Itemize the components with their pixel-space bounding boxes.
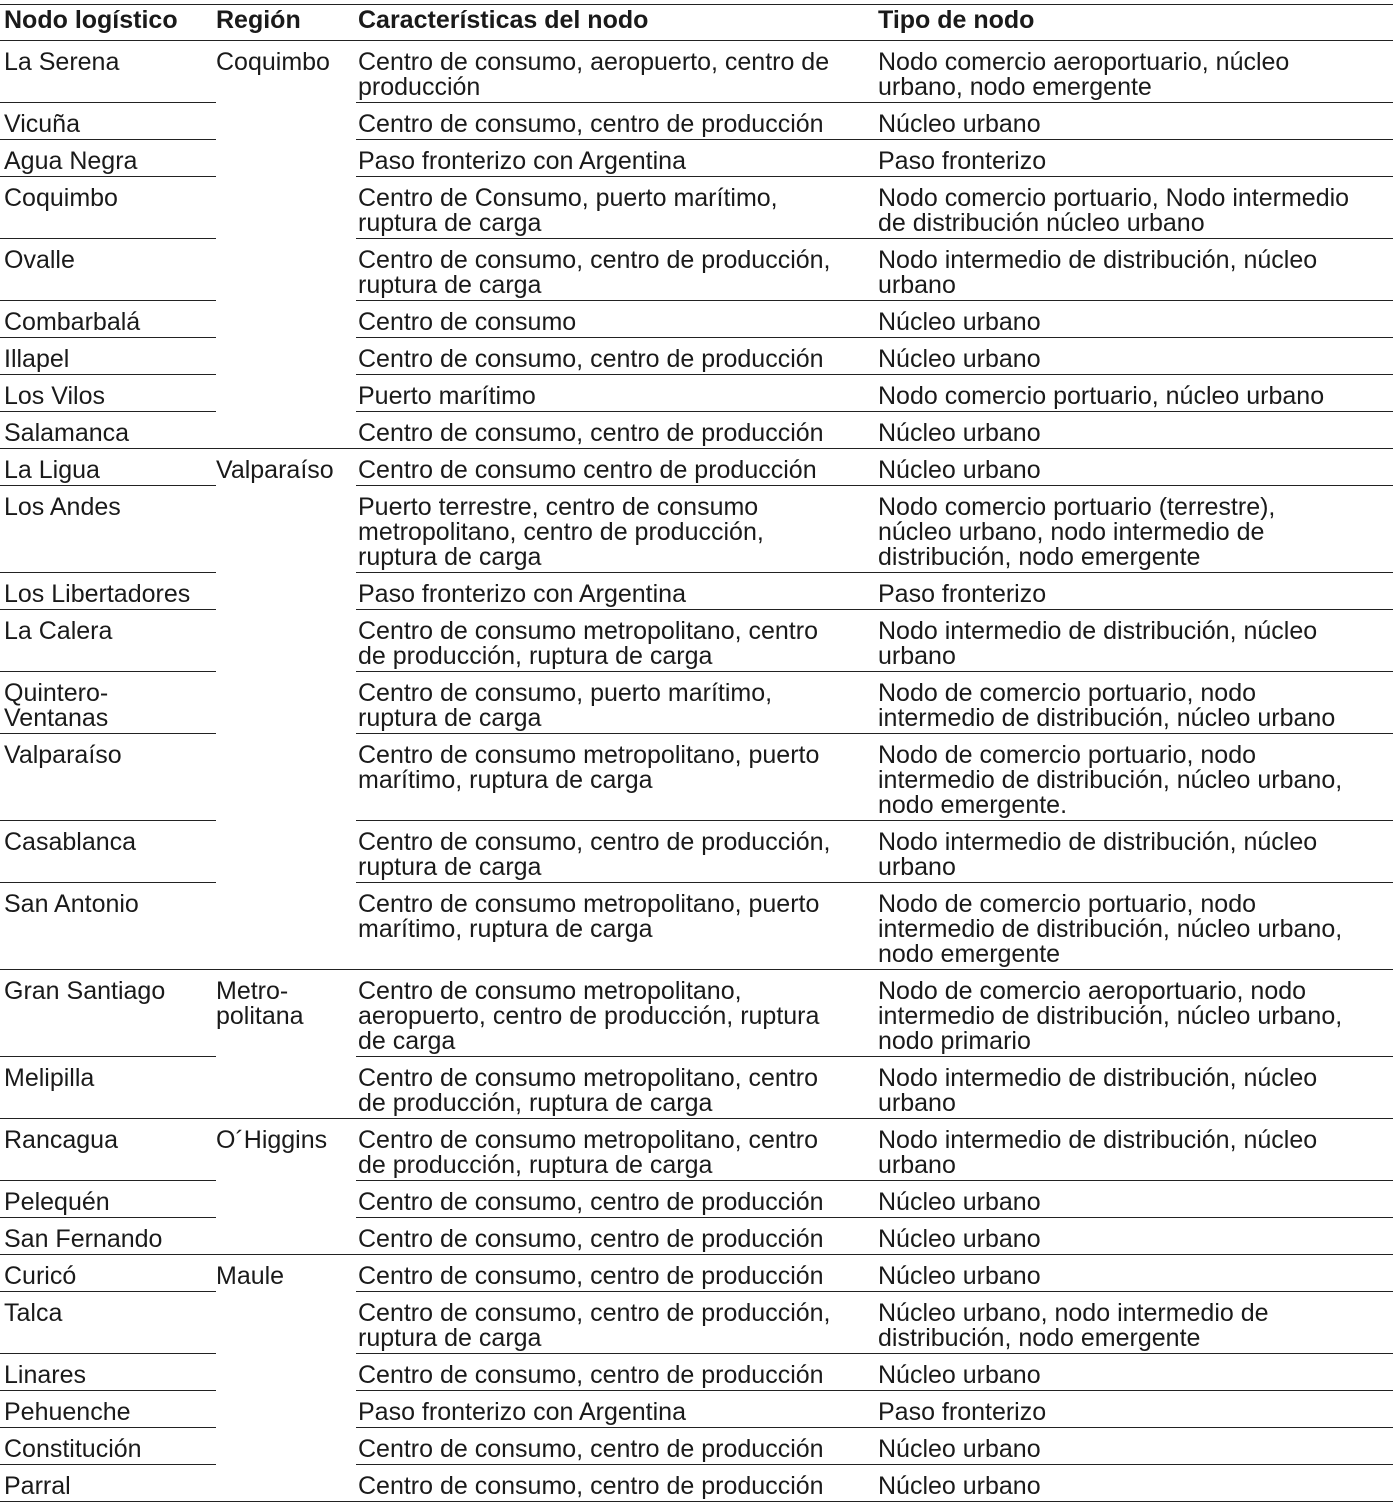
region-cell (216, 139, 356, 149)
node-cell: Quintero- Ventanas (4, 679, 109, 732)
type-cell: Núcleo urbano (878, 1225, 1041, 1253)
type-cell: Nodo de comercio aeroportuario, nodo intermedio de distribución, núcleo urbano, nodo primario (878, 977, 1343, 1055)
table-row (0, 1254, 1393, 1291)
region-cell (216, 485, 356, 495)
node-cell: Los Andes (4, 493, 121, 521)
region-cell (216, 102, 356, 112)
features-cell: Centro de consumo metropolitano, puerto marítimo, ruptura de carga (358, 890, 820, 943)
table-row (0, 102, 1393, 139)
header-region: Región (216, 6, 301, 34)
features-cell: Centro de consumo, puerto marítimo, ruptura de carga (358, 679, 773, 732)
features-cell: Centro de consumo, centro de producción (358, 110, 824, 138)
type-cell: Nodo comercio aeroportuario, núcleo urbano, nodo emergente (878, 48, 1290, 101)
features-cell: Centro de consumo, centro de producción, ruptura de carga (358, 1299, 831, 1352)
features-cell: Centro de consumo (358, 308, 577, 336)
region-cell (216, 1291, 356, 1301)
region-cell (216, 337, 356, 347)
features-cell: Centro de consumo, centro de producción (358, 1472, 824, 1500)
type-cell: Paso fronterizo (878, 1398, 1047, 1426)
region-cell (216, 300, 356, 310)
table-row (0, 448, 1393, 485)
table-row (0, 176, 1393, 238)
features-cell: Puerto marítimo (358, 382, 536, 410)
features-cell: Centro de consumo, centro de producción (358, 1225, 824, 1253)
table-row (0, 671, 1393, 733)
table-row (0, 374, 1393, 411)
type-cell: Núcleo urbano, nodo intermedio de distribución, nodo emergente (878, 1299, 1269, 1352)
type-cell: Núcleo urbano (878, 419, 1041, 447)
type-cell: Nodo intermedio de distribución, núcleo urbano (878, 1126, 1318, 1179)
type-cell: Núcleo urbano (878, 308, 1041, 336)
region-cell (216, 1353, 356, 1363)
table-row (0, 139, 1393, 176)
table-row (0, 609, 1393, 671)
table-row (0, 238, 1393, 300)
features-cell: Centro de consumo metropolitano, centro de producción, ruptura de carga (358, 617, 818, 670)
type-cell: Paso fronterizo (878, 580, 1047, 608)
region-cell (216, 1056, 356, 1066)
type-cell: Nodo intermedio de distribución, núcleo urbano (878, 828, 1318, 881)
table-row (0, 1464, 1393, 1501)
region-cell: Maule (216, 1262, 285, 1290)
region-cell (216, 374, 356, 384)
region-cell: O´Higgins (216, 1126, 328, 1154)
region-cell (216, 609, 356, 619)
node-cell: Linares (4, 1361, 86, 1389)
features-cell: Puerto terrestre, centro de consumo metropolitano, centro de producción, ruptura de carga (358, 493, 764, 571)
node-cell: Parral (4, 1472, 71, 1500)
table-header (0, 0, 1393, 40)
node-cell: Melipilla (4, 1064, 95, 1092)
table-row (0, 733, 1393, 820)
node-cell: Illapel (4, 345, 70, 373)
table-row (0, 1427, 1393, 1464)
features-cell: Centro de consumo, centro de producción (358, 1188, 824, 1216)
table-row (0, 969, 1393, 1056)
region-cell (216, 176, 356, 186)
type-cell: Núcleo urbano (878, 456, 1041, 484)
node-cell: Combarbalá (4, 308, 141, 336)
region-cell (216, 671, 356, 681)
region-cell (216, 411, 356, 421)
table-row (0, 820, 1393, 882)
header-top-rule (0, 4, 1393, 5)
features-cell: Centro de consumo metropolitano, aeropuerto, centro de producción, ruptura de carga (358, 977, 820, 1055)
table-row (0, 1390, 1393, 1427)
type-cell: Núcleo urbano (878, 1361, 1041, 1389)
type-cell: Núcleo urbano (878, 1472, 1041, 1500)
features-cell: Centro de consumo, centro de producción (358, 1361, 824, 1389)
region-cell (216, 572, 356, 582)
node-cell: Vicuña (4, 110, 80, 138)
type-cell: Nodo intermedio de distribución, núcleo urbano (878, 1064, 1318, 1117)
features-cell: Centro de consumo, centro de producción, ruptura de carga (358, 246, 831, 299)
type-cell: Nodo de comercio portuario, nodo intermedio de distribución, núcleo urbano, nodo emergente. (878, 741, 1343, 819)
type-cell: Nodo comercio portuario, Nodo intermedio de distribución núcleo urbano (878, 184, 1350, 237)
group-separator (0, 1501, 1393, 1502)
node-cell: Rancagua (4, 1126, 118, 1154)
header-type: Tipo de nodo (878, 6, 1035, 34)
node-cell: San Antonio (4, 890, 139, 918)
type-cell: Paso fronterizo (878, 147, 1047, 175)
node-cell: Coquimbo (4, 184, 118, 212)
node-cell: Talca (4, 1299, 63, 1327)
features-cell: Centro de consumo metropolitano, puerto marítimo, ruptura de carga (358, 741, 820, 794)
node-cell: La Serena (4, 48, 120, 76)
table-row (0, 485, 1393, 572)
node-cell: Casablanca (4, 828, 137, 856)
node-cell: Ovalle (4, 246, 75, 274)
table-row (0, 300, 1393, 337)
features-cell: Centro de consumo, centro de producción (358, 1262, 824, 1290)
table-row (0, 882, 1393, 969)
features-cell: Paso fronterizo con Argentina (358, 147, 686, 175)
node-cell: Salamanca (4, 419, 130, 447)
header-node: Nodo logístico (4, 6, 178, 34)
table-row (0, 1180, 1393, 1217)
type-cell: Nodo intermedio de distribución, núcleo urbano (878, 617, 1318, 670)
region-cell (216, 1390, 356, 1400)
table-row (0, 411, 1393, 448)
region-cell (216, 1180, 356, 1190)
node-cell: La Calera (4, 617, 113, 645)
type-cell: Nodo comercio portuario (terrestre), núcleo urbano, nodo intermedio de distribución, nodo emergente (878, 493, 1276, 571)
node-cell: Pelequén (4, 1188, 110, 1216)
node-cell: Agua Negra (4, 147, 138, 175)
type-cell: Núcleo urbano (878, 345, 1041, 373)
header-features: Características del nodo (358, 6, 649, 34)
table-row (0, 40, 1393, 102)
table-row (0, 337, 1393, 374)
region-cell: Coquimbo (216, 48, 330, 76)
table-row (0, 1353, 1393, 1390)
features-cell: Centro de consumo, aeropuerto, centro de producción (358, 48, 830, 101)
features-cell: Centro de consumo, centro de producción, ruptura de carga (358, 828, 831, 881)
features-cell: Centro de Consumo, puerto marítimo, ruptura de carga (358, 184, 778, 237)
node-cell: Constitución (4, 1435, 142, 1463)
table-row (0, 1291, 1393, 1353)
node-cell: Valparaíso (4, 741, 122, 769)
region-cell (216, 1427, 356, 1437)
features-cell: Centro de consumo centro de producción (358, 456, 817, 484)
features-cell: Paso fronterizo con Argentina (358, 580, 686, 608)
table-row (0, 572, 1393, 609)
region-cell (216, 882, 356, 892)
features-cell: Centro de consumo, centro de producción (358, 419, 824, 447)
features-cell: Paso fronterizo con Argentina (358, 1398, 686, 1426)
features-cell: Centro de consumo metropolitano, centro de producción, ruptura de carga (358, 1126, 818, 1179)
features-cell: Centro de consumo metropolitano, centro de producción, ruptura de carga (358, 1064, 818, 1117)
table-row (0, 1118, 1393, 1180)
node-cell: Pehuenche (4, 1398, 131, 1426)
region-cell: Metro- politana (216, 977, 304, 1030)
type-cell: Nodo de comercio portuario, nodo intermedio de distribución, núcleo urbano (878, 679, 1336, 732)
node-cell: Los Vilos (4, 382, 105, 410)
features-cell: Centro de consumo, centro de producción (358, 345, 824, 373)
region-cell (216, 820, 356, 830)
type-cell: Núcleo urbano (878, 1188, 1041, 1216)
region-cell: Valparaíso (216, 456, 334, 484)
node-cell: Los Libertadores (4, 580, 191, 608)
type-cell: Núcleo urbano (878, 1435, 1041, 1463)
region-cell (216, 238, 356, 248)
type-cell: Núcleo urbano (878, 110, 1041, 138)
node-cell: Gran Santiago (4, 977, 166, 1005)
type-cell: Núcleo urbano (878, 1262, 1041, 1290)
type-cell: Nodo comercio portuario, núcleo urbano (878, 382, 1325, 410)
region-cell (216, 1217, 356, 1227)
region-cell (216, 1464, 356, 1474)
table-row (0, 1056, 1393, 1118)
region-cell (216, 733, 356, 743)
table-row (0, 1217, 1393, 1254)
node-cell: La Ligua (4, 456, 100, 484)
features-cell: Centro de consumo, centro de producción (358, 1435, 824, 1463)
node-cell: San Fernando (4, 1225, 163, 1253)
type-cell: Nodo intermedio de distribución, núcleo urbano (878, 246, 1318, 299)
node-cell: Curicó (4, 1262, 77, 1290)
type-cell: Nodo de comercio portuario, nodo intermedio de distribución, núcleo urbano, nodo emergente (878, 890, 1343, 968)
